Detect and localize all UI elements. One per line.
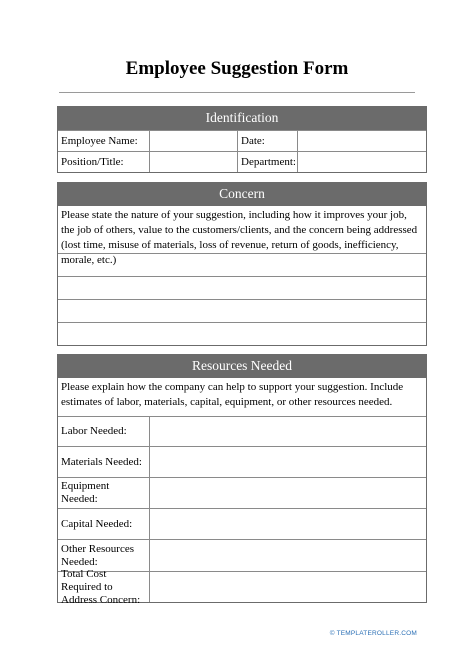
form-title: Employee Suggestion Form — [125, 58, 349, 79]
department-label: Department: — [237, 152, 297, 172]
resources-instructions: Please explain how the company can help to support your suggestion. Include estimates of labor, materials, capital, equipment, or other resources needed. — [61, 381, 404, 408]
other-resources-row — [58, 539, 426, 571]
department-field[interactable] — [297, 152, 426, 172]
identification-section — [57, 106, 427, 173]
identification-heading: Identification — [58, 107, 426, 130]
concern-answer-line-4[interactable] — [58, 322, 426, 345]
labor-label: Labor Needed: — [61, 425, 127, 437]
capital-field[interactable] — [149, 509, 426, 539]
total-cost-field[interactable] — [149, 572, 426, 602]
position-title-label: Position/Title: — [61, 155, 124, 168]
equipment-row — [58, 477, 426, 508]
other-resources-field[interactable] — [149, 540, 426, 571]
materials-field[interactable] — [149, 447, 426, 477]
concern-instructions: Please state the nature of your suggestion, including how it improves your job, the job of others, value to the customers/clients, and the concern being addressed (lost time, misuse of materials, loss of revenue, return of goods, inefficiency, morale, etc.) — [61, 209, 418, 266]
templateroller-link[interactable]: © TEMPLATEROLLER.COM — [329, 630, 417, 637]
date-field[interactable] — [297, 131, 426, 151]
identification-row-position — [58, 151, 426, 172]
resources-heading: Resources Needed — [58, 355, 426, 378]
identification-row-employee — [58, 130, 426, 151]
total-cost-label: Total Cost Required to Address Concern: — [61, 567, 141, 606]
equipment-label: Equipment Needed: — [61, 480, 110, 505]
concern-answer-line-3[interactable] — [58, 299, 426, 322]
materials-label: Materials Needed: — [61, 455, 142, 468]
employee-name-field[interactable] — [149, 131, 237, 151]
concern-heading: Concern — [58, 183, 426, 206]
total-cost-row — [58, 567, 426, 606]
other-resources-label: Other Resources Needed: — [61, 542, 135, 568]
position-title-field[interactable] — [149, 152, 237, 172]
resources-section — [57, 354, 427, 606]
equipment-field[interactable] — [149, 478, 426, 508]
concern-answer-line-2[interactable] — [58, 276, 426, 299]
concern-section — [57, 182, 427, 346]
title-divider — [59, 92, 415, 93]
capital-label: Capital Needed: — [61, 517, 133, 530]
labor-field[interactable] — [149, 417, 426, 446]
employee-name-label: Employee Name: — [61, 134, 138, 147]
capital-row — [58, 508, 426, 539]
materials-row — [58, 446, 426, 477]
date-label: Date: — [237, 131, 297, 151]
labor-row — [58, 416, 426, 446]
